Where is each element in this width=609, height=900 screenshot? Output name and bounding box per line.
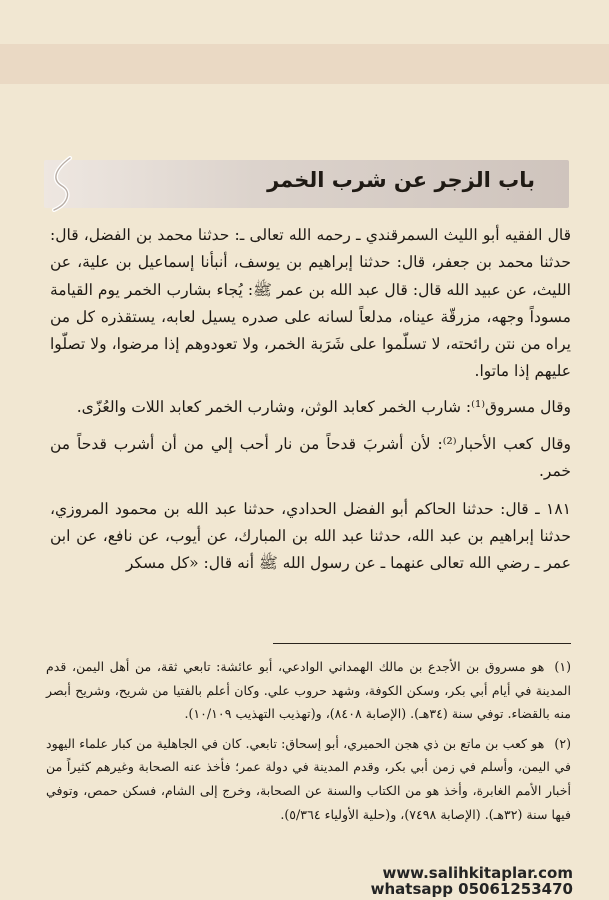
main-text [50, 222, 571, 588]
body-paragraph: قال الفقيه أبو الليث السمرقندي ـ رحمه الله تعالى ـ: حدثنا محمد بن الفضل، قال: حدثنا محمد بن جعفر، قال: حدثنا إبراهيم بن يوسف، أنبأنا إسماعيل بن علية، عن الليث، عن عبيد الله قال: قال عبد الله بن عمر ﷺ: يُجاء بشارب الخمر يوم القيامة مسوداً وجهه، مزرقّة عيناه، مدلعاً لسانه على صدره يسيل لعابه، يستقذره كل من يراه من نتن رائحته، لا تسلّموا على شَرَبة الخمر، ولا تعودوهم إذا مرضوا، ولا تصلّوا عليهم إذا ماتوا. [50, 226, 571, 381]
footnotes [46, 655, 571, 832]
banner-ornament-icon [44, 156, 80, 212]
body-paragraph: وقال كعب الأحبار⁽²⁾: لأن أشربَ قدحاً من نار أحب إلي من أن أشرب قدحاً من خمر. [50, 435, 571, 481]
chapter-title: باب الزجر عن شرب الخمر [267, 168, 535, 192]
footnote-number: (١) [554, 659, 571, 674]
body-paragraph: وقال مسروق⁽¹⁾: شارب الخمر كعابد الوثن، وشارب الخمر كعابد اللات والعُزّى. [76, 397, 571, 416]
footnote-text: هو كعب بن ماتع بن ذي هجن الحميري، أبو إسحاق: تابعي. كان في الجاهلية من كبار علماء اليهود في اليمن، وأسلم في زمن أبي بكر، وقدم المدينة في دولة عمر؛ فأخذ عنه الصحابة وغيرهم كثيراً من أخبار الأمم الغابرة، وأخذ هو من الكتاب والسنة عن الصحابة، وخرج إلى الشام، فسكن حمص، وتوفي فيها سنة (٣٢هـ). (الإصابة ٧٤٩٨)، و(حلية الأولياء ٥/٣٦٤). [46, 735, 571, 822]
footnote [46, 655, 571, 726]
footnote [46, 732, 571, 826]
watermark-website: www.salihkitaplar.com [382, 864, 573, 882]
chapter-banner [44, 160, 569, 208]
body-paragraph: ١٨١ ـ قال: حدثنا الحاكم أبو الفضل الحدادي، حدثنا عبد الله بن محمود المروزي، حدثنا إبراهيم بن عبد الله، حدثنا عبد الله بن المبارك، عن أيوب، عن نافع، عن ابن عمر ـ رضي الله تعالى عنهما ـ عن رسول الله ﷺ أنه قال: «كل مسكر [50, 499, 571, 573]
footnote-number: (٢) [554, 735, 571, 751]
footnote-text: هو مسروق بن الأجدع بن مالك الهمداني الوادعي، أبو عائشة: تابعي ثقة، من أهل اليمن، قدم المدينة في أيام أبي بكر، وسكن الكوفة، وشهد حروب علي. وكان أعلم بالفتيا من شريح، وشريح أبصر منه بالقضاء. توفي سنة (٣٤هـ). (الإصابة ٨٤٠٨)، و(تهذيب التهذيب ١٠/١٠٩). [46, 659, 571, 722]
watermark-phone: whatsapp 05061253470 [370, 880, 573, 898]
top-scan-band [0, 44, 609, 84]
footnote-divider [273, 643, 571, 644]
